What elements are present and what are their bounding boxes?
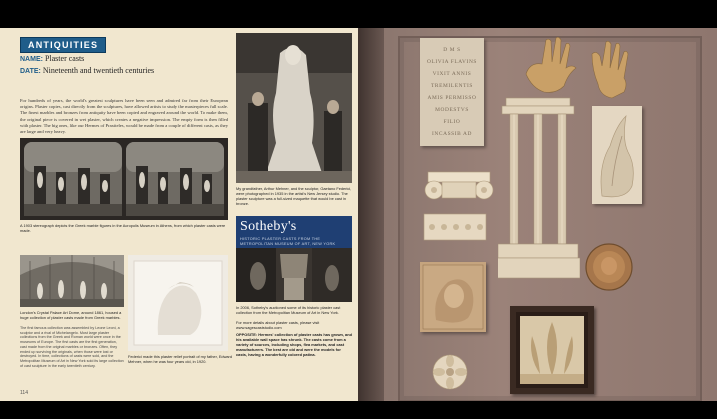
sothebys-catalog bbox=[236, 216, 352, 302]
bottom-margin bbox=[0, 401, 717, 419]
date-line bbox=[20, 66, 154, 75]
wall-pilaster bbox=[358, 28, 384, 401]
stereograph-photo bbox=[20, 138, 228, 220]
inscription-line: VIXIT ANNIS bbox=[432, 71, 472, 77]
crystal-palace-caption: London's Crystal Palace Art Dome, around 1861, housed a huge collection of plaster casts made from Greek marbles. bbox=[20, 310, 122, 320]
ionic-capital bbox=[424, 168, 494, 206]
plaster-hands bbox=[520, 34, 640, 100]
inscription-line: INCASSIB AD bbox=[432, 131, 472, 137]
studio-photo bbox=[236, 33, 352, 183]
terracotta-relief-head bbox=[420, 262, 486, 332]
crystal-palace-photo bbox=[20, 255, 124, 307]
frieze-fragment bbox=[422, 212, 488, 242]
inscription-line: OLIVIA FLAVINS bbox=[426, 59, 478, 65]
studio-caption: My grandfather, Arthur Mehner, and the sculptor, Gaetano Federici, were photographed in 1935 in the artist's New Jersey studio. The plaster sculpture was a full-sized maquette that would be cast in bronze. bbox=[236, 186, 352, 206]
stereograph-caption: A 1903 stereograph depicts the Greek marble figures in the Acropolis Museum in Athens, from which plaster casts were made. bbox=[20, 223, 226, 233]
name-value: Plaster casts bbox=[44, 54, 85, 63]
temple-ruin-model bbox=[498, 94, 580, 282]
name-key: NAME: bbox=[20, 56, 43, 63]
more-info-line-1: For more details about plaster casts, please visit bbox=[236, 320, 320, 325]
acanthus-leaf-fragment bbox=[592, 106, 642, 204]
date-key: DATE: bbox=[20, 68, 41, 75]
sothebys-logo: Sotheby's bbox=[240, 219, 297, 234]
inscription-line: D M S bbox=[443, 47, 461, 53]
inscription-line: FILIO bbox=[443, 119, 461, 125]
rosette-ornament bbox=[430, 352, 470, 392]
inscription-line: TREMILENTIS bbox=[431, 83, 473, 89]
left-page bbox=[0, 28, 358, 401]
lower-body-text: The first famous collection was assembled by Leone Leoni, a sculptor and a rival of Michelangelo. Most large plaster collections from the Greek and Roman world were once in the museums of Europe. The first casts are the first generation, cast made from the original marbles or bronzes. Often, they ended up surviving the originals, when those were lost or destroyed. In time, collections of casts were sold, and the Metropolitan Museum of Art in New York sold its large collection of cast sculpture in the early twentieth century. bbox=[20, 326, 124, 368]
page-number: 114 bbox=[20, 390, 28, 396]
right-page-photo bbox=[358, 28, 717, 401]
anthemion-panel bbox=[510, 306, 594, 394]
cherub-roundel bbox=[584, 242, 634, 292]
relief-caption: Federici made this plaster relief portrait of my father, Edward Mehner, when he was four years old, in 1920. bbox=[128, 354, 233, 364]
opposite-caption: OPPOSITE: Hermes' collection of plaster casts has grown, and his available wall space has shrunk. The casts come from a variety of sources, including shops, flea markets, and cast manufacturers. The best are old and were the models for casts, having a wonderfully colored patina. bbox=[236, 332, 352, 357]
more-info-line-2[interactable]: www.sagescaststudio.com bbox=[236, 325, 282, 330]
section-label: ANTIQUITIES bbox=[20, 37, 106, 53]
inscription-tablet bbox=[420, 38, 484, 146]
sothebys-caption: In 2006, Sotheby's auctioned some of its historic plaster cast collection from the Metropolitan Museum of Art in New York. bbox=[236, 305, 341, 315]
relief-portrait-photo bbox=[128, 255, 228, 351]
name-line bbox=[20, 54, 84, 63]
date-value: Nineteenth and twentieth centuries bbox=[42, 66, 155, 75]
inscription-line: AMIS PERMISSO bbox=[427, 95, 477, 101]
inscription-line: MODESTVS bbox=[435, 107, 469, 113]
catalog-line-1: HISTORIC PLASTER CASTS FROM THE bbox=[240, 237, 321, 241]
intro-paragraph: For hundreds of years, the world's greatest sculptures have been seen and admired far from their European origins. Plaster copies, cast directly from the sculptures, have allowed artists to study the masterpieces full scale. The finest marbles and bronzes from antiquity have been copied and engraved around the world. To make them, the original piece is covered in wet plaster, which creates a negative impression. The empty form is then filled with plaster. The big ones, like our Hermes of Praxiteles, would be made from a couple of different casts, as they are large and very heavy. bbox=[20, 98, 228, 135]
catalog-line-2: METROPOLITAN MUSEUM OF ART, NEW YORK bbox=[240, 242, 336, 246]
top-margin bbox=[0, 0, 717, 28]
